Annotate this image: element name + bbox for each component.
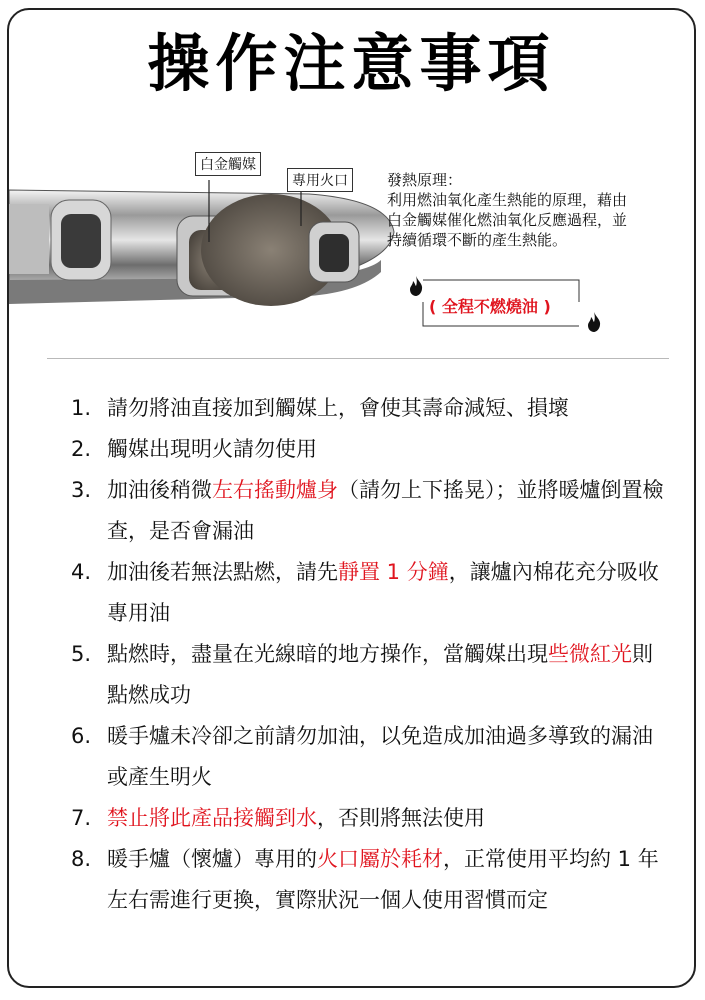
no-burning-note: ( 全程不燃燒油 ): [429, 297, 551, 316]
notice-item: [71, 716, 671, 798]
notice-item: [71, 429, 671, 470]
principle-title: 發熱原理：: [387, 171, 463, 189]
notice-text: （請勿上下搖晃）；並將暖爐倒置檢查，是否會漏油: [107, 478, 664, 543]
label-platinum-catalyst: 白金觸媒: [195, 152, 261, 176]
notice-frame: [7, 8, 696, 988]
notice-number: 7.: [71, 806, 92, 830]
notice-number: 1.: [71, 396, 92, 420]
notice-emphasis: 左右搖動爐身: [212, 478, 338, 502]
notice-text: 請勿將油直接加到觸媒上，會使其壽命減短、損壞: [107, 396, 569, 420]
divider: [47, 358, 669, 359]
notice-number: 8.: [71, 847, 92, 871]
notice-item: [71, 798, 671, 839]
notice-emphasis: 靜置 1 分鐘: [338, 560, 449, 584]
flame-icon: [586, 312, 602, 332]
notice-text: 點燃時，盡量在光線暗的地方操作，當觸媒出現: [107, 642, 548, 666]
notice-number: 3.: [71, 478, 92, 502]
notice-text: 加油後若無法點燃，請先: [107, 560, 338, 584]
notice-item: [71, 388, 671, 429]
notice-item: [71, 839, 671, 921]
principle-line-2: 白金觸媒催化燃油氧化反應過程，並: [387, 211, 628, 229]
notice-number: 6.: [71, 724, 92, 748]
principle-line-3: 持續循環不斷的產生熱能。: [387, 231, 568, 249]
notice-text: ，正常使用平均約 1 年左右需進行更換，實際狀況一個人使用習慣而定: [107, 847, 659, 912]
notice-number: 5.: [71, 642, 92, 666]
notice-item: [71, 470, 671, 552]
page-title: 操作注意事項: [147, 27, 556, 100]
notice-emphasis: 些微紅光: [548, 642, 632, 666]
notice-text: 暖手爐（懷爐）專用的: [107, 847, 317, 871]
notice-text: 暖手爐未冷卻之前請勿加油，以免造成加油過多導致的漏油或產生明火: [107, 724, 653, 789]
notice-text: 加油後稍微: [107, 478, 212, 502]
principle-line-1: 利用燃油氧化產生熱能的原理，藉由: [387, 191, 628, 209]
notice-text: 觸媒出現明火請勿使用: [107, 437, 317, 461]
notice-number: 4.: [71, 560, 92, 584]
notice-emphasis: 禁止將此產品接觸到水: [107, 806, 317, 830]
notice-number: 2.: [71, 437, 92, 461]
flame-icon: [408, 276, 424, 296]
catalyst-burner-photo: [9, 180, 409, 340]
heating-principle: [387, 170, 627, 250]
notice-text: ，否則將無法使用: [317, 806, 485, 830]
label-dedicated-burner: 專用火口: [287, 168, 353, 192]
notice-text: 則點燃成功: [107, 642, 653, 707]
notice-item: [71, 552, 671, 634]
notice-text: ，讓爐內棉花充分吸收專用油: [107, 560, 659, 625]
notice-item: [71, 634, 671, 716]
notice-emphasis: 火口屬於耗材: [317, 847, 443, 871]
notice-list: [71, 388, 671, 921]
